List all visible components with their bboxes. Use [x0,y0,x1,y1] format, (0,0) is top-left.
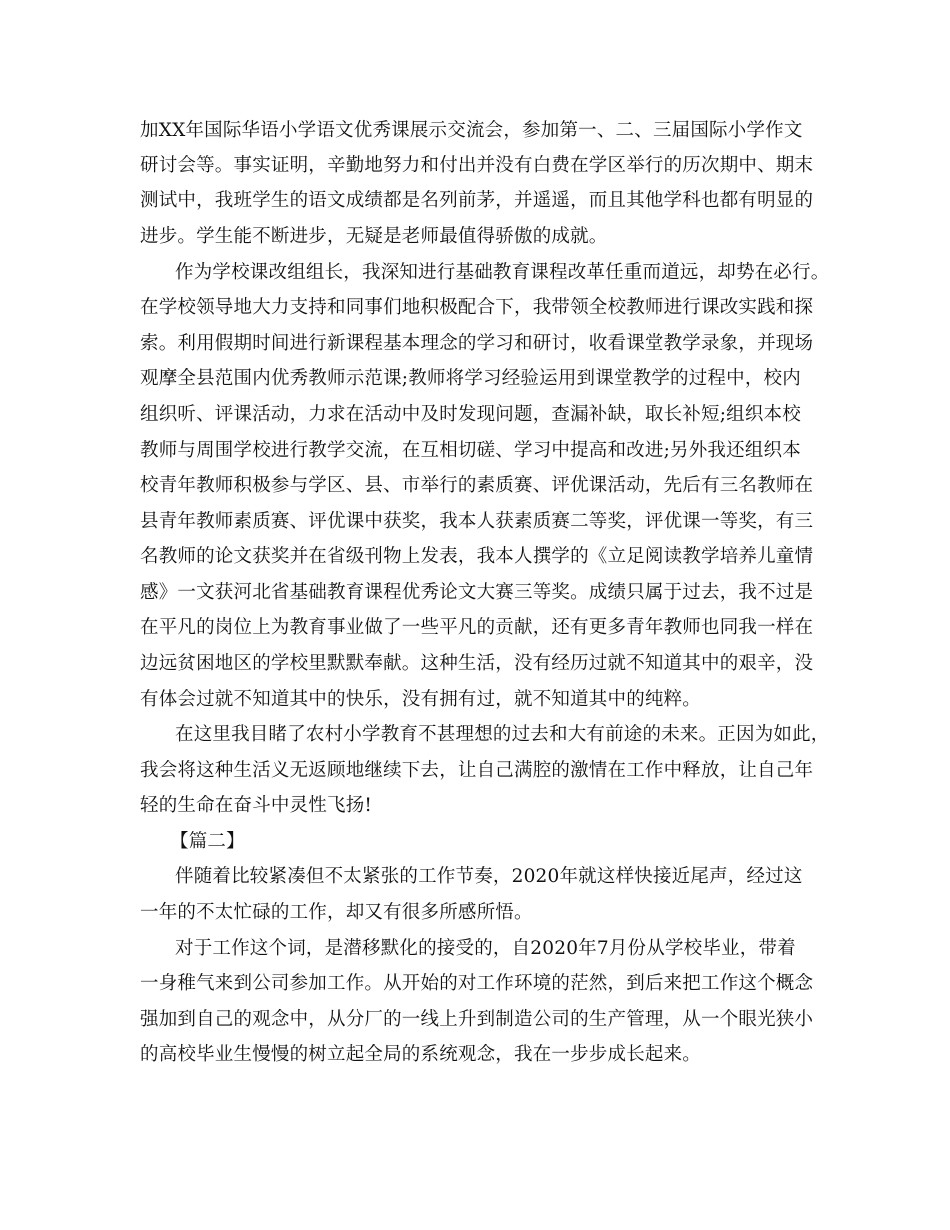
text-line: 研讨会等。事实证明，辛勤地努力和付出并没有白费在学区举行的历次期中、期末 [140,155,814,176]
text-line: 县青年教师素质赛、评优课中获奖，我本人获素质赛二等奖，评优课一等奖，有三 [140,511,814,532]
section-heading: 【篇二】 [170,831,245,852]
text-line: 对于工作这个词，是潜移默化的接受的，自2020年7月份从学校毕业，带着 [175,938,796,959]
text-line: 进步。学生能不断进步，无疑是老师最值得骄傲的成就。 [140,226,608,247]
text-line: 观摩全县范围内优秀教师示范课;教师将学习经验运用到课堂教学的过程中，校内 [140,368,801,389]
text-line: 作为学校课改组组长，我深知进行基础教育课程改革任重而道远，却势在必行。 [175,262,830,283]
text-line: 伴随着比较紧凑但不太紧张的工作节奏，2020年就这样快接近尾声，经过这 [175,866,803,887]
text-line: 一年的不太忙碌的工作，却又有很多所感所悟。 [140,902,533,923]
text-line: 组织听、评课活动，力求在活动中及时发现问题，查漏补缺，取长补短;组织本校 [140,404,801,425]
text-line: 在学校领导地大力支持和同事们地积极配合下，我带领全校教师进行课改实践和探 [140,297,814,318]
text-line: 轻的生命在奋斗中灵性飞扬! [140,795,373,816]
text-line: 在这里我目睹了农村小学教育不甚理想的过去和大有前途的未来。正因为如此， [175,724,830,745]
text-line: 名教师的论文获奖并在省级刊物上发表，我本人撰学的《立足阅读教学培养儿童情 [140,546,814,567]
text-line: 强加到自己的观念中，从分厂的一线上升到制造公司的生产管理，从一个眼光狭小 [140,1009,814,1030]
text-line: 边远贫困地区的学校里默默奉献。这种生活，没有经历过就不知道其中的艰辛，没 [140,653,814,674]
text-line: 校青年教师积极参与学区、县、市举行的素质赛、评优课活动，先后有三名教师在 [140,475,814,496]
text-line: 一身稚气来到公司参加工作。从开始的对工作环境的茫然，到后来把工作这个概念 [140,973,814,994]
text-line: 测试中，我班学生的语文成绩都是名列前茅，并遥遥，而且其他学科也都有明显的 [140,190,814,211]
text-line: 教师与周围学校进行教学交流，在互相切磋、学习中提高和改进;另外我还组织本 [140,440,801,461]
text-line: 在平凡的岗位上为教育事业做了一些平凡的贡献，还有更多青年教师也同我一样在 [140,617,814,638]
text-line: 有体会过就不知道其中的快乐，没有拥有过，就不知道其中的纯粹。 [140,689,702,710]
text-line: 我会将这种生活义无返顾地继续下去，让自己满腔的激情在工作中释放，让自己年 [140,760,814,781]
text-line: 索。利用假期时间进行新课程基本理念的学习和研讨，收看课堂教学录象，并现场 [140,333,814,354]
text-line: 加XX年国际华语小学语文优秀课展示交流会，参加第一、二、三届国际小学作文 [140,120,803,141]
text-line: 感》一文获河北省基础教育课程优秀论文大赛三等奖。成绩只属于过去，我不过是 [140,582,814,603]
text-line: 的高校毕业生慢慢的树立起全局的系统观念，我在一步步成长起来。 [140,1044,702,1065]
